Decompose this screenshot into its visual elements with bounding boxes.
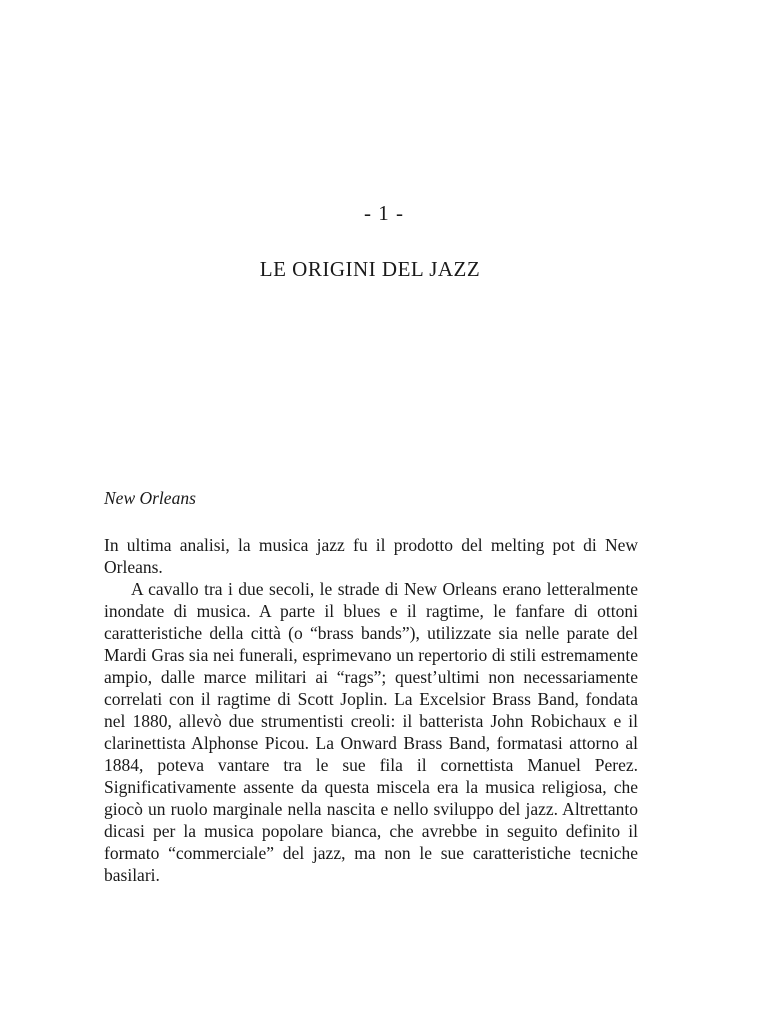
- chapter-title: LE ORIGINI DEL JAZZ: [259, 257, 481, 281]
- section-heading: New Orleans: [104, 488, 196, 508]
- paragraph: In ultima analisi, la musica jazz fu il prodotto del melting pot di New Orleans.: [104, 535, 638, 577]
- chapter-number: - 1 -: [364, 201, 404, 225]
- paragraph: A cavallo tra i due secoli, le strade di New Orleans erano letteralmente inondate di musica. A parte il blues e il ragtime, le fanfare di ottoni caratteristiche della città (o “brass bands”), utilizzate sia nelle parate del Mardi Gras sia nei funerali, esprimevano un repertorio di stili estremamente ampio, dalle marce militari ai “rags”; quest’ultimi non necessariamente correlati con il ragtime di Scott Joplin. La Excelsior Brass Band, fondata nel 1880, allevò due strumentisti creoli: il batterista John Robichaux e il clarinettista Alphonse Picou. La Onward Brass Band, formatasi attorno al 1884, poteva vantare tra le sue fila il cornettista Manuel Perez. Significativamente assente da questa miscela era la musica religiosa, che giocò un ruolo marginale nella nascita e nello sviluppo del jazz. Altrettanto dicasi per la musica popolare bianca, che avrebbe in seguito definito il formato “commerciale” del jazz, ma non le sue caratteristiche tecniche basilari.: [104, 579, 638, 885]
- body-text: [104, 534, 638, 886]
